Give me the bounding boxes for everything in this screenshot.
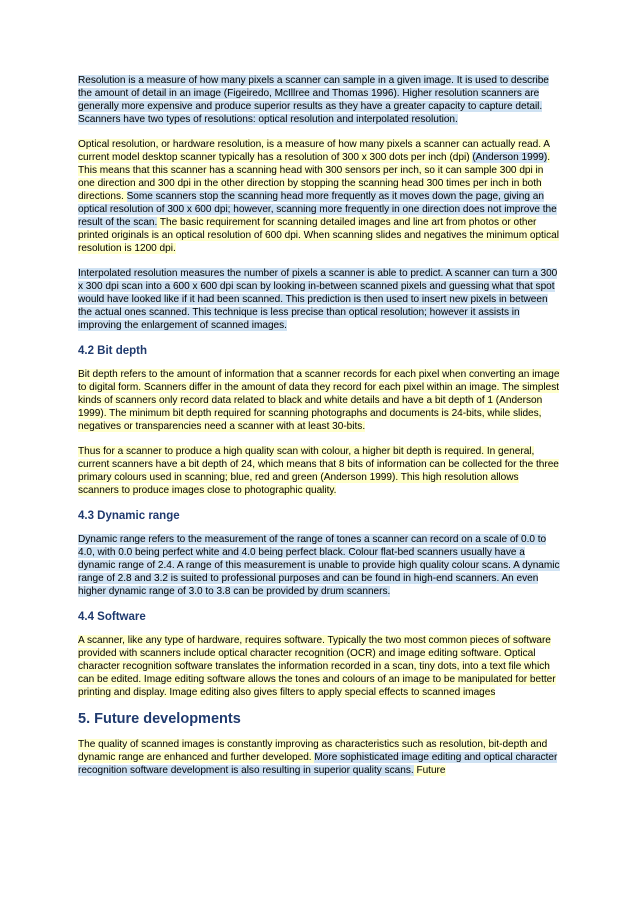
resolution-paragraph-3 bbox=[78, 267, 562, 332]
resolution-paragraph-2 bbox=[78, 138, 562, 255]
section-heading-software: 4.4 Software bbox=[78, 611, 146, 623]
text-run: Interpolated resolution measures the number of pixels a scanner is able to predict. A scanner can turn a 300 x 300 dpi scan into a 600 x 600 dpi scan by looking in-between scanned pixels and guessing what that spot would have looked like if it had been scanned. This prediction is then used to insert new pixels in between the actual ones scanned. This technique is less precise than optical resolution; however it assists in improving the enlargement of scanned images. bbox=[78, 268, 558, 331]
section-heading-future-developments: 5. Future developments bbox=[78, 711, 241, 727]
text-run-highlight: More sophisticated image editing and optical character recognition software development is also resulting in superior quality scans. bbox=[78, 752, 558, 776]
software-paragraph bbox=[78, 634, 562, 699]
bit-depth-paragraph-2 bbox=[78, 445, 562, 497]
text-run: Bit depth refers to the amount of information that a scanner records for each pixel when converting an image to digital form. Scanners differ in the amount of data they record for each pixel within an image. The simplest kinds of scanners only record data related to black and white details and have a bit depth of 1 (Anderson 1999). The minimum bit depth required for scanning photographs and documents is 24-bits, while slides, negatives or transparencies need a scanner with at least 30-bits. bbox=[78, 369, 560, 432]
text-run: Dynamic range refers to the measurement of the range of tones a scanner can record on a scale of 0.0 to 4.0, with 0.0 being perfect white and 4.0 being perfect black. Colour flat-bed scanners usually have a dynamic range of 2.4. A range of this measurement is unable to provide high quality colour scans. A dynamic range of 2.8 and 3.2 is suited to professional purposes and can be found in high-end scanners. An even higher dynamic range of 3.0 to 3.8 can be provided by drum scanners. bbox=[78, 534, 560, 597]
text-run: . This means that this scanner has a scanning head with 300 sensors per inch, so it can sample 300 dpi in one direction and 300 dpi in the other direction by stopping the scanning head 300 times per inch in both directions. bbox=[78, 152, 551, 202]
section-heading-dynamic-range: 4.3 Dynamic range bbox=[78, 510, 180, 522]
section-heading-bit-depth: 4.2 Bit depth bbox=[78, 345, 148, 357]
text-run: Future bbox=[413, 765, 446, 776]
resolution-paragraph-1 bbox=[78, 74, 562, 126]
text-run: Resolution is a measure of how many pixels a scanner can sample in a given image. It is used to describe the amount of detail in an image (Figeiredo, McIllree and Thomas 1996). Higher resolution scanners are generally more expensive and produce superior results as they have a greater capacity to capture detail. Scanners have two types of resolutions: optical resolution and interpolated resolution. bbox=[78, 75, 549, 125]
dynamic-range-paragraph bbox=[78, 533, 562, 598]
text-run: Thus for a scanner to produce a high quality scan with colour, a higher bit depth is required. In general, current scanners have a bit depth of 24, which means that 8 bits of information can be collected for the three primary colours used in scanning; blue, red and green (Anderson 1999). This high resolution allows scanners to produce images close to photographic quality. bbox=[78, 446, 559, 496]
text-run: The quality of scanned images is constantly improving as characteristics such as resolution, bit-depth and dynamic range are enhanced and further developed. bbox=[78, 739, 548, 763]
future-paragraph bbox=[78, 738, 562, 777]
text-run-highlight: Some scanners stop the scanning head more frequently as it moves down the page, giving an optical resolution of 300 x 600 dpi; however, scanning more frequently in one direction does not improve the result of the scan. bbox=[78, 191, 557, 228]
text-run: Optical resolution, or hardware resolution, is a measure of how many pixels a scanner can actually read. A current model desktop scanner typically has a resolution of 300 x 300 dots per inch (dpi) bbox=[78, 139, 550, 163]
citation-highlight: (Anderson 1999) bbox=[472, 152, 548, 163]
document-body bbox=[78, 74, 562, 789]
text-run: The basic requirement for scanning detailed images and line art from photos or other printed originals is an optical resolution of 600 dpi. When scanning slides and negatives the minimum optical resolution is 1200 dpi. bbox=[78, 217, 559, 254]
bit-depth-paragraph-1 bbox=[78, 368, 562, 433]
text-run: A scanner, like any type of hardware, requires software. Typically the two most common pieces of software provided with scanners include optical character recognition (OCR) and image editing software. Optical character recognition software translates the information recorded in a scan, tiny dots, into a text file which can be edited. Image editing software allows the tones and colours of an image to be manipulated for better printing and display. Image editing also gives filters to apply special effects to scanned images bbox=[78, 635, 556, 698]
